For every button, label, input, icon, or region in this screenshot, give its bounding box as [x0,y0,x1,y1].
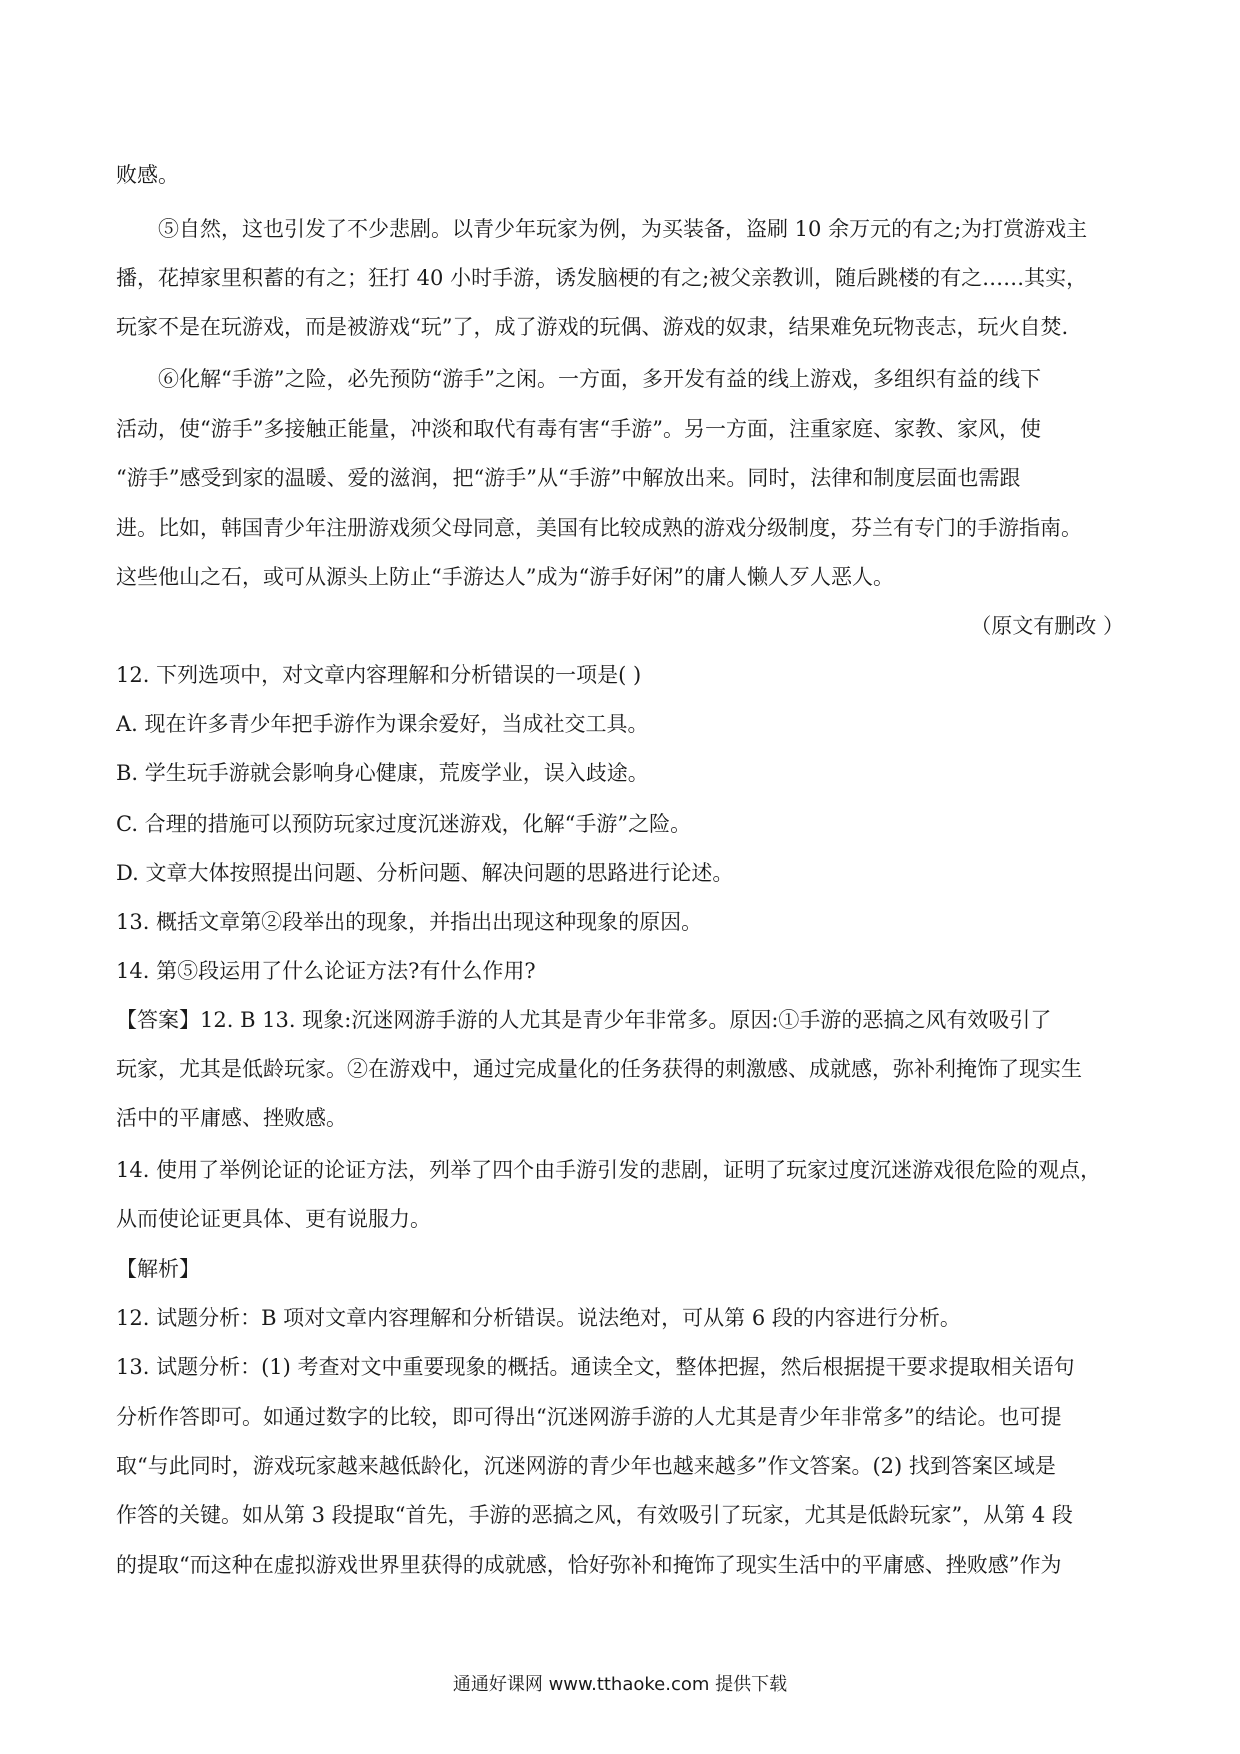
text-line: 败感。 [116,163,179,187]
analysis-13-line-4: 作答的关键。如从第 3 段提取“首先，手游的恶搞之风，有效吸引了玩家，尤其是低龄玩家”，从第 4 段 [116,1503,1073,1527]
answer-14-line-1: 14. 使用了举例论证的论证方法，列举了四个由手游引发的悲剧，证明了玩家过度沉迷游戏很危险的观点， [116,1158,1102,1182]
source-note: （原文有删改 ） [970,614,1124,638]
analysis-13-line-1: 13. 试题分析：(1) 考查对文中重要现象的概括。通读全文，整体把握，然后根据提干要求提取相关语句 [116,1355,1075,1379]
option-a: A. 现在许多青少年把手游作为课余爱好，当成社交工具。 [116,712,649,736]
paragraph-5-line-2: 播，花掉家里积蓄的有之；狂打 40 小时手游，诱发脑梗的有之;被父亲教训，随后跳楼的有之……其实， [116,266,1088,290]
analysis-12: 12. 试题分析：B 项对文章内容理解和分析错误。说法绝对，可从第 6 段的内容进行分析。 [116,1306,961,1330]
answer-14-line-2: 从而使论证更具体、更有说服力。 [116,1207,431,1231]
paragraph-5-line-3: 玩家不是在玩游戏，而是被游戏“玩”了，成了游戏的玩偶、游戏的奴隶，结果难免玩物丧志，玩火自焚. [116,315,1069,339]
analysis-13-line-2: 分析作答即可。如通过数字的比较，即可得出“沉迷网游手游的人尤其是青少年非常多”的结论。也可提 [116,1405,1062,1429]
page-footer: 通通好课网 www.tthaoke.com 提供下载 [452,1674,788,1695]
option-d: D. 文章大体按照提出问题、分析问题、解决问题的思路进行论述。 [116,861,734,885]
paragraph-6-line-4: 进。比如，韩国青少年注册游戏须父母同意，美国有比较成熟的游戏分级制度，芬兰有专门的手游指南。 [116,516,1082,540]
paragraph-6-line-1: ⑥化解“手游”之险，必先预防“游手”之闲。一方面，多开发有益的线上游戏，多组织有益的线下 [158,367,1041,391]
question-14: 14. 第⑤段运用了什么论证方法?有什么作用? [116,959,536,983]
answer-line-3: 活中的平庸感、挫败感。 [116,1106,347,1130]
analysis-13-line-3: 取“与此同时，游戏玩家越来越低龄化，沉迷网游的青少年也越来越多”作文答案。(2) 找到答案区域是 [116,1454,1056,1478]
paragraph-6-line-3: “游手”感受到家的温暖、爱的滋润，把“游手”从“手游”中解放出来。同时，法律和制度层面也需跟 [116,466,1021,490]
answer-line-2: 玩家，尤其是低龄玩家。②在游戏中，通过完成量化的任务获得的刺激感、成就感，弥补利掩饰了现实生 [116,1057,1082,1081]
paragraph-6-line-2: 活动，使“游手”多接触正能量，冲淡和取代有毒有害“手游”。另一方面，注重家庭、家教、家风，使 [116,417,1041,441]
answer-line-1: 【答案】12. B 13. 现象:沉迷网游手游的人尤其是青少年非常多。原因:①手游的恶搞之风有效吸引了 [116,1008,1052,1032]
question-13: 13. 概括文章第②段举出的现象，并指出出现这种现象的原因。 [116,910,703,934]
analysis-heading: 【解析】 [116,1257,200,1281]
option-c: C. 合理的措施可以预防玩家过度沉迷游戏，化解“手游”之险。 [116,812,692,836]
option-b: B. 学生玩手游就会影响身心健康，荒废学业，误入歧途。 [116,761,649,785]
question-12: 12. 下列选项中，对文章内容理解和分析错误的一项是( ) [116,663,642,687]
analysis-13-line-5: 的提取“而这种在虚拟游戏世界里获得的成就感，恰好弥补和掩饰了现实生活中的平庸感、挫败感”作为 [116,1553,1062,1577]
paragraph-5-line-1: ⑤自然，这也引发了不少悲剧。以青少年玩家为例，为买装备，盗刷 10 余万元的有之;为打赏游戏主 [158,217,1088,241]
paragraph-6-line-5: 这些他山之石，或可从源头上防止“手游达人”成为“游手好闲”的庸人懒人歹人恶人。 [116,565,894,589]
